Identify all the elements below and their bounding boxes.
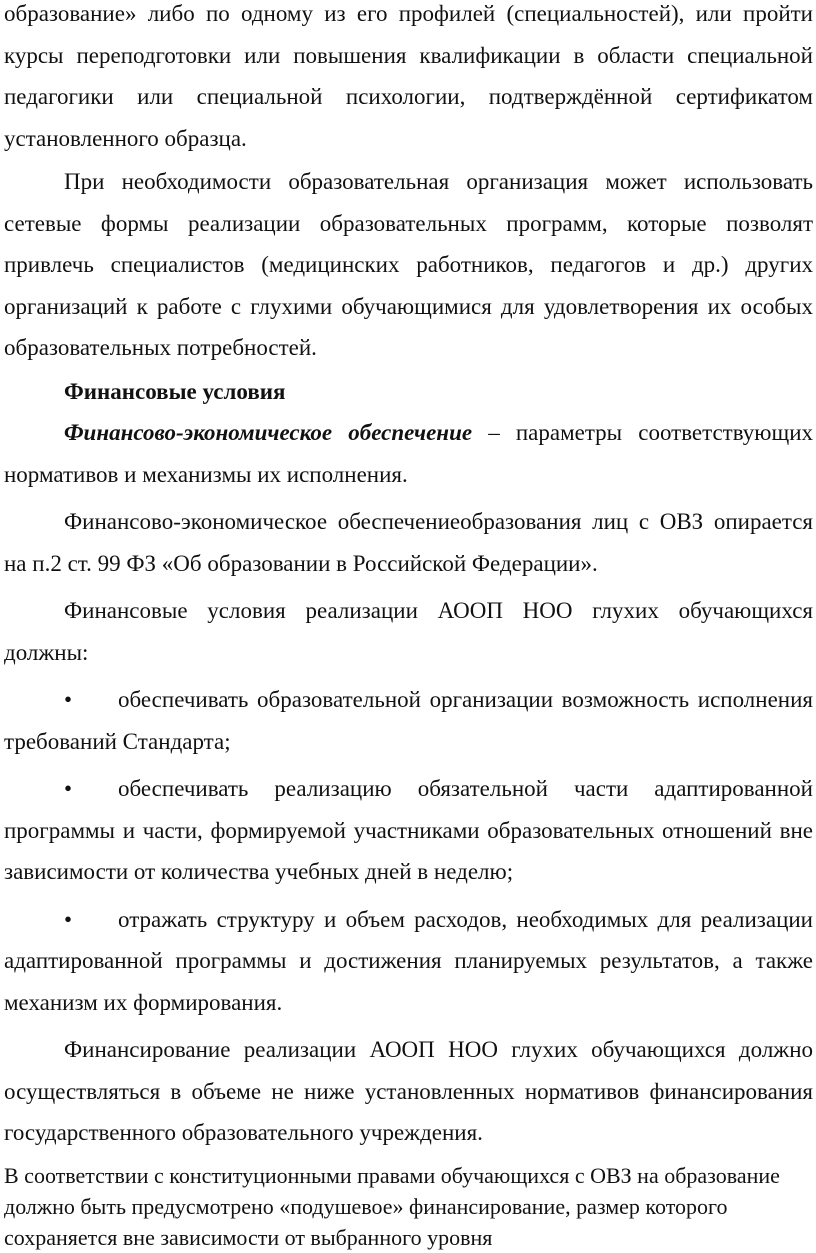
paragraph-network-forms: При необходимости образовательная организация может использовать сетевые формы реализации образовательных программ, которые позволят привлечь специалистов (медицинских работников, педагогов и др.) других организаций к работе с глухими обучающимися для удовлетворения их особых образовательных потребностей.: [4, 169, 813, 360]
bullet-icon: •: [64, 906, 73, 932]
bullet-icon: •: [64, 776, 73, 801]
bullet-icon: •: [64, 687, 73, 712]
paragraph-qualification: образование» либо по одному из его профилей (специальностей), или пройти курсы переподготовки или повышения квалификации в области специальной педагогики или специальной психологии, подтверждённой сертификатом установленного образца.: [4, 1, 813, 151]
paragraph-legal-basis: Финансово-экономическое обеспечениеобразования лиц с ОВЗ опирается на п.2 ст. 99 ФЗ «Об образовании в Российской Федерации».: [4, 509, 813, 576]
list-item-text: отражать структуру и объем расходов, необходимых для реализации адаптированной программы и достижения планируемых результатов, а также механизм их формирования.: [4, 906, 813, 1015]
paragraph-per-capita-funding: В соответствии с конституционными правами обучающихся с ОВЗ на образование должно быть предусмотрено «подушевое» финансирование, размер которого сохраняется вне зависимости от выбранного уровня: [4, 1162, 780, 1250]
list-item-text: обеспечивать образовательной организации возможность исполнения требований Стандарта;: [4, 687, 813, 754]
list-item: [4, 768, 813, 893]
list-item: [4, 899, 813, 1024]
definition-text: – параметры соответствующих нормативов и механизмы их исполнения.: [4, 420, 814, 487]
list-item: [4, 679, 813, 762]
paragraph-definition: [4, 412, 813, 495]
section-heading-financial-conditions: Финансовые условия: [64, 378, 286, 404]
paragraph-financial-requirements: Финансовые условия реализации АООП НОО глухих обучающихся должны:: [4, 598, 813, 665]
list-item-text: обеспечивать реализацию обязательной части адаптированной программы и части, формируемой участниками образовательных отношений вне зависимости от количества учебных дней в неделю;: [4, 776, 813, 884]
paragraph-funding-volume: Финансирование реализации АООП НОО глухих обучающихся должно осуществляться в объеме не ниже установленных нормативов финансирования государственного образовательного учреждения.: [4, 1037, 813, 1145]
term-financial-economic-support: Финансово-экономическое обеспечение: [64, 420, 473, 445]
